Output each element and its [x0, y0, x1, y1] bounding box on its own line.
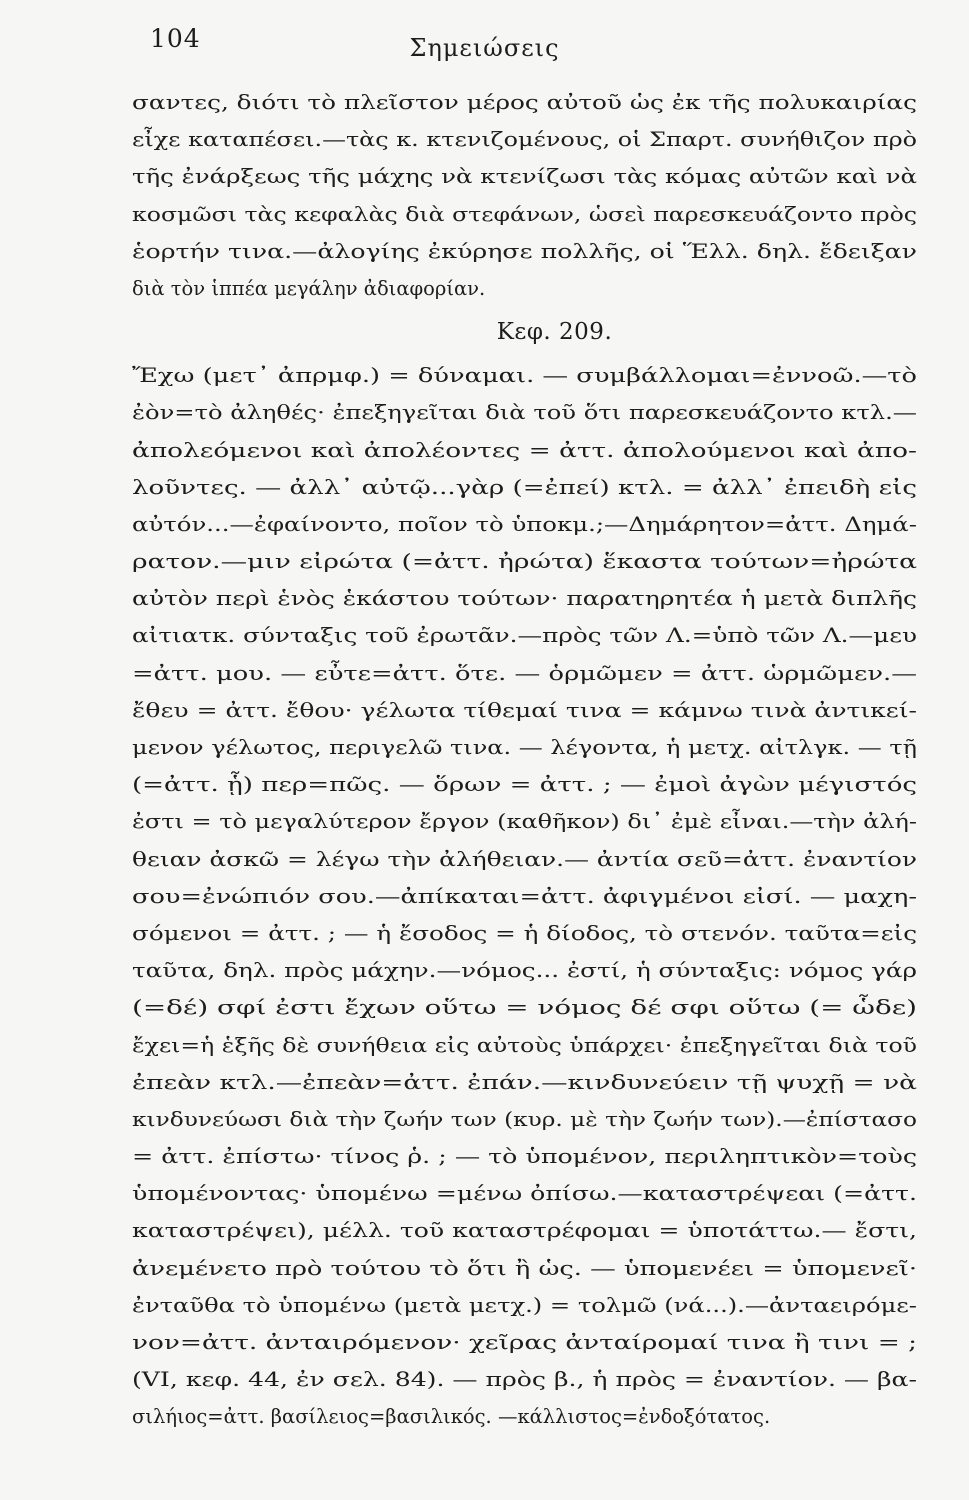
text-line: νον=ἀττ. ἀνταιρόμενον· χεῖρας ἀνταίρομαί τινα ἢ τινι = ; [132, 1331, 918, 1354]
text-line: ρατον.—μιν εἰρώτα (=ἀττ. ἠρώτα) ἕκαστα τούτων=ἠρώτα [132, 550, 918, 574]
text-line: Ἔχω (μετ᾽ ἀπρμφ.) = δύναμαι. — συμβάλλομαι=ἐννοῶ.—τὸ [132, 364, 918, 388]
text-line: αἰτιατκ. σύνταξις τοῦ ἐρωτᾶν.—πρὸς τῶν Λ.=ὑπὸ τῶν Λ.—μευ [132, 624, 917, 648]
text-line: (=ἀττ. ᾗ) περ=πῶς. — ὅρων = ἀττ. ; — ἐμοὶ ἀγὼν μέγιστός [132, 773, 918, 797]
text-line: ἐπεὰν κτλ.—ἐπεὰν=ἀττ. ἐπάν.—κινδυνεύειν τῇ ψυχῇ = νὰ [132, 1070, 917, 1094]
text-line: θειαν ἀσκῶ = λέγω τὴν ἀλήθειαν.— ἀντία σεῦ=ἀττ. ἐναντίον [132, 847, 918, 871]
text-line: = ἀττ. ἐπίστω· τίνος ῥ. ; — τὸ ὑπομένον, περιληπτικὸν=τοὺς [132, 1145, 918, 1169]
commentary-text [132, 84, 917, 1436]
text-line: κοσμῶσι τὰς κεφαλὰς διὰ στεφάνων, ὡσεὶ παρεσκευάζοντο πρὸς [132, 202, 917, 226]
text-line: ἐστι = τὸ μεγαλύτερον ἔργον (καθῆκον) δι᾽ ἐμὲ εἶναι.—τὴν ἀλή- [132, 810, 917, 834]
text-line: σαντες, διότι τὸ πλεῖστον μέρος αὐτοῦ ὡς ἐκ τῆς πολυκαιρίας [132, 91, 917, 114]
text-line: σόμενοι = ἀττ. ; — ἡ ἔσοδος = ἡ δίοδος, τὸ στενόν. ταῦτα=εἰς [132, 921, 918, 945]
text-line: σιλήιος=ἀττ. βασίλειος=βασιλικός. —κάλλιστος=ἐνδοξότατος. [132, 1405, 771, 1429]
text-line: μενον γέλωτος, περιγελῶ τινα. — λέγοντα, ἡ μετχ. αἰτλγκ. — τῇ [132, 736, 918, 759]
text-line: ἐὸν=τὸ ἀληθές· ἐπεξηγεῖται διὰ τοῦ ὅτι παρεσκευάζοντο κτλ.— [132, 401, 918, 425]
text-line: λοῦντες. — ἀλλ᾽ αὐτῷ...γὰρ (=ἐπεί) κτλ. = ἀλλ᾽ ἐπειδὴ εἰς [132, 475, 917, 499]
text-line: ἔθευ = ἀττ. ἔθου· γέλωτα τίθεμαί τινα = κάμνω τινὰ ἀντικεί- [132, 698, 918, 722]
text-line: κινδυνεύωσι διὰ τὴν ζωήν των (κυρ. μὲ τὴν ζωήν των).—ἐπίστασο [132, 1107, 917, 1131]
text-line: αὐτὸν περὶ ἑνὸς ἑκάστου τούτων· παρατηρητέα ἡ μετὰ διπλῆς [132, 587, 917, 611]
text-line: ὑπομένοντας· ὑπομένω =μένω ὀπίσω.—καταστρέψεαι (=ἀττ. [132, 1182, 918, 1206]
text-line: ταῦτα, δηλ. πρὸς μάχην.—νόμος... ἐστί, ἡ σύνταξις: νόμος γάρ [132, 959, 918, 983]
chapter-heading: Κεφ. 209. [496, 319, 613, 346]
running-head: Σημειώσεις [409, 34, 560, 62]
text-line: καταστρέψει), μέλλ. τοῦ καταστρέφομαι = ὑποτάττω.— ἔστι, [132, 1219, 917, 1243]
text-line: διὰ τὸν ἱππέα μεγάλην ἀδιαφορίαν. [132, 276, 486, 300]
text-line: εἶχε καταπέσει.—τὰς κ. κτενιζομένους, οἱ Σπαρτ. συνήθιζον πρὸ [132, 128, 917, 152]
text-line: σου=ἐνώπιόν σου.—ἀπίκαται=ἀττ. ἀφιγμένοι εἰσί. — μαχη- [132, 884, 918, 908]
text-line: (VI, κεφ. 44, ἐν σελ. 84). — πρὸς β., ἡ πρὸς = ἐναντίον. — βα- [132, 1368, 917, 1392]
text-line: τῆς ἐνάρξεως τῆς μάχης νὰ κτενίζωσι τὰς κόμας αὐτῶν καὶ νὰ [132, 165, 917, 189]
text-line: ἀνεμένετο πρὸ τούτου τὸ ὅτι ἢ ὡς. — ὑπομενέει = ὑπομενεῖ· [132, 1256, 918, 1280]
text-line: ἑορτήν τινα.—ἀλογίης ἐκύρησε πολλῆς, οἱ Ἕλλ. δηλ. ἔδειξαν [132, 239, 918, 263]
text-line: =ἀττ. μου. — εὖτε=ἀττ. ὅτε. — ὁρμῶμεν = ἀττ. ὡρμῶμεν.— [132, 661, 918, 685]
text-line: ἔχει=ἡ ἑξῆς δὲ συνήθεια εἰς αὐτοὺς ὑπάρχει· ἐπεξηγεῖται διὰ τοῦ [132, 1033, 917, 1057]
text-line: αὐτόν...—ἐφαίνοντο, ποῖον τὸ ὑποκμ.;—Δημάρητον=ἀττ. Δημά- [132, 512, 917, 536]
text-line: ἀπολεόμενοι καὶ ἀπολέοντες = ἀττ. ἀπολούμενοι καὶ ἀπο- [132, 438, 917, 462]
page-number: 104 [150, 24, 201, 53]
text-line: ἐνταῦθα τὸ ὑπομένω (μετὰ μετχ.) = τολμῶ (νά...).—ἀνταειρόμε- [132, 1293, 917, 1317]
text-line: (=δέ) σφί ἐστι ἔχων οὕτω = νόμος δέ σφι οὕτω (= ὧδε) [132, 996, 918, 1020]
